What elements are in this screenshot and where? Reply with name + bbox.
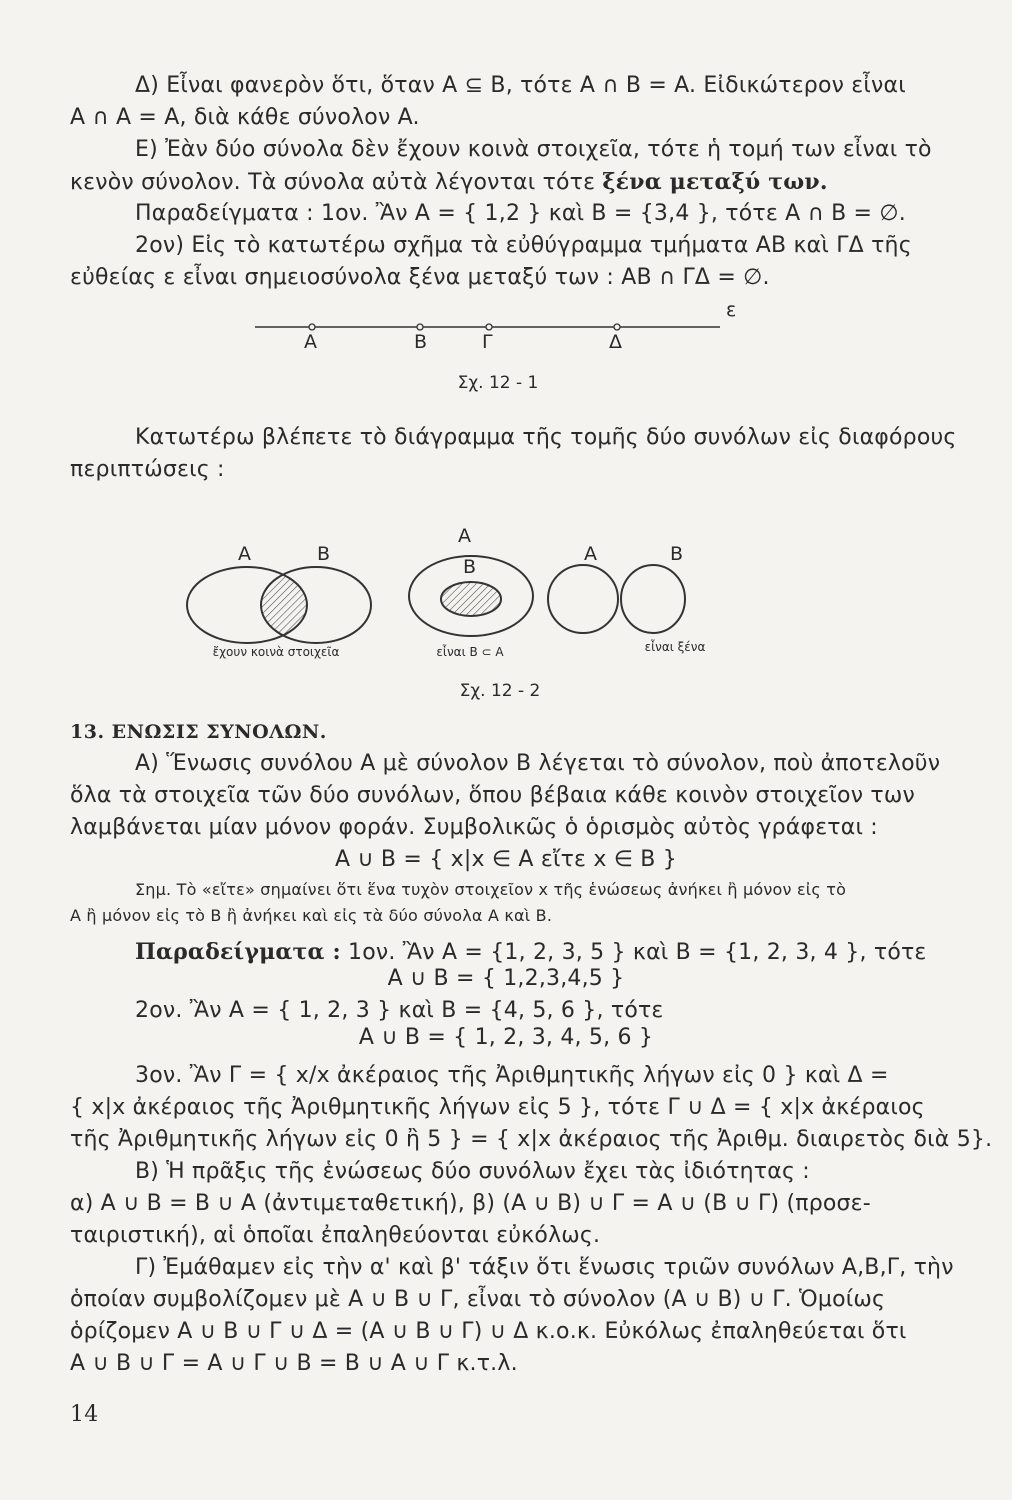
emphasis-text: ξένα μεταξύ των. [602, 169, 828, 195]
formula-line: A ∪ B = { x|x ∈ A εἴτε x ∈ B } [334, 847, 677, 872]
text-line: ταιριστική), αἱ ὁποῖαι ἐπαληθεύονται εὐκόλως. [70, 1223, 601, 1248]
text-line: Κατωτέρω βλέπετε τὸ διάγραμμα τῆς τομῆς δύο συνόλων εἰς διαφόρους [135, 425, 957, 450]
set-label: B [463, 556, 477, 578]
label-point: Δ [609, 331, 622, 353]
set-label: B [670, 543, 684, 565]
diagram-caption: ἔχουν κοινὰ στοιχεῖα [212, 645, 340, 659]
formula-line: A ∪ B = { 1, 2, 3, 4, 5, 6 } [358, 1025, 654, 1050]
set-label: A [584, 543, 597, 565]
point-b [417, 324, 423, 330]
venn-overlapping [187, 543, 371, 659]
set-label: B [317, 543, 331, 565]
text-line: E) Ἐὰν δύο σύνολα δὲν ἔχουν κοινὰ στοιχεῖα, τότε ἡ τομή των εἶναι τὸ [135, 137, 932, 162]
text-line: 2ον) Εἰς τὸ κατωτέρω σχῆμα τὰ εὐθύγραμμα τμήματα AB καὶ ΓΔ τῆς [135, 233, 912, 258]
text-line: A ∪ B ∪ Γ = A ∪ Γ ∪ B = B ∪ A ∪ Γ κ.τ.λ. [70, 1351, 518, 1376]
diagram-caption: εἶναι B ⊂ A [436, 645, 504, 659]
text-line: { x|x ἀκέραιος τῆς Ἀριθμητικῆς λήγων εἰς 5 }, τότε Γ ∪ Δ = { x|x ἀκέραιος [70, 1095, 925, 1120]
set-a-ellipse [548, 565, 618, 633]
set-b-ellipse [621, 565, 685, 633]
text-line: Γ) Ἐμάθαμεν εἰς τὴν α' καὶ β' τάξιν ὅτι ἕνωσις τριῶν συνόλων A,B,Γ, τὴν [135, 1255, 954, 1280]
figure-caption: Σχ. 12 - 2 [459, 681, 541, 701]
figure-segments [0, 290, 1012, 400]
text-line: ὅλα τὰ στοιχεῖα τῶν δύο συνόλων, ὅπου βέβαια κάθε κοινὸν στοιχεῖον των [70, 783, 915, 808]
set-b-ellipse [441, 582, 501, 616]
note-line: A ἢ μόνον εἰς τὸ B ἢ ἀνήκει καὶ εἰς τὰ δύο σύνολα A καὶ B. [70, 906, 553, 925]
text-span: κενὸν σύνολον. Τὰ σύνολα αὐτὰ λέγονται τότε [70, 170, 603, 195]
section-heading: 13. ΕΝΩΣΙΣ ΣΥΝΟΛΩΝ. [70, 721, 327, 743]
text-line: εὐθείας ε εἶναι σημειοσύνολα ξένα μεταξύ των : AB ∩ ΓΔ = ∅. [70, 265, 770, 290]
text-line: A) Ἕνωσις συνόλου A μὲ σύνολον B λέγεται τὸ σύνολον, ποὺ ἀποτελοῦν [135, 751, 941, 776]
text-line: ὁρίζομεν A ∪ B ∪ Γ ∪ Δ = (A ∪ B ∪ Γ) ∪ Δ κ.ο.κ. Εὐκόλως ἐπαληθεύεται ὅτι [70, 1319, 907, 1344]
set-label: A [238, 543, 251, 565]
text-line: 2ον. Ἂν A = { 1, 2, 3 } καὶ B = {4, 5, 6 }, τότε [135, 998, 664, 1023]
text-line: A ∩ A = A, διὰ κάθε σύνολον A. [70, 105, 420, 130]
text-line: B) Ἡ πρᾶξις τῆς ἑνώσεως δύο συνόλων ἔχει τὰς ἰδιότητας : [135, 1159, 810, 1184]
formula-line: A ∪ B = { 1,2,3,4,5 } [387, 966, 625, 991]
page-number: 14 [70, 1402, 99, 1427]
set-label: A [458, 525, 471, 547]
point-gamma [486, 324, 492, 330]
text-line: τῆς Ἀριθμητικῆς λήγων εἰς 0 ἢ 5 } = { x|x ἀκέραιος τῆς Ἀριθμ. διαιρετὸς διὰ 5}. [70, 1127, 993, 1152]
label-epsilon: ε [726, 299, 737, 321]
text-line: 3ον. Ἂν Γ = { x/x ἀκέραιος τῆς Ἀριθμητικῆς λήγων εἰς 0 } καὶ Δ = [135, 1063, 889, 1088]
figure-venn [0, 515, 1012, 710]
text-span: 1ον. Ἂν A = {1, 2, 3, 5 } καὶ B = {1, 2, 3, 4 }, τότε [340, 940, 927, 965]
text-line: Δ) Εἶναι φανερὸν ὅτι, ὅταν A ⊆ B, τότε A ∩ B = A. Εἰδικώτερον εἶναι [135, 73, 906, 98]
venn-disjoint [548, 543, 706, 654]
text-line [70, 167, 940, 198]
point-a [309, 324, 315, 330]
text-line: λαμβάνεται μίαν μόνον φοράν. Συμβολικῶς ὁ ὁρισμὸς αὐτὸς γράφεται : [70, 815, 878, 840]
point-delta [614, 324, 620, 330]
label-point: A [304, 331, 317, 353]
text-line: Παραδείγματα : 1ον. Ἂν A = { 1,2 } καὶ B = {3,4 }, τότε A ∩ B = ∅. [135, 201, 906, 226]
venn-subset [409, 525, 533, 659]
figure-caption: Σχ. 12 - 1 [457, 373, 539, 393]
label-point: Γ [482, 331, 493, 353]
diagram-caption: εἶναι ξένα [644, 640, 706, 654]
label-point: B [414, 331, 428, 353]
text-line: ὁποίαν συμβολίζομεν μὲ A ∪ B ∪ Γ, εἶναι τὸ σύνολον (A ∪ B) ∪ Γ. Ὁμοίως [70, 1287, 886, 1312]
note-line: Σημ. Τὸ «εἴτε» σημαίνει ὅτι ἕνα τυχὸν στοιχεῖον x τῆς ἑνώσεως ἀνήκει ἢ μόνον εἰς τὸ [135, 880, 847, 899]
text-line: περιπτώσεις : [70, 457, 225, 482]
text-line: α) A ∪ B = B ∪ A (ἀντιμεταθετική), β) (A ∪ B) ∪ Γ = A ∪ (B ∪ Γ) (προσε- [70, 1191, 871, 1216]
examples-label: Παραδείγματα : [135, 939, 341, 965]
